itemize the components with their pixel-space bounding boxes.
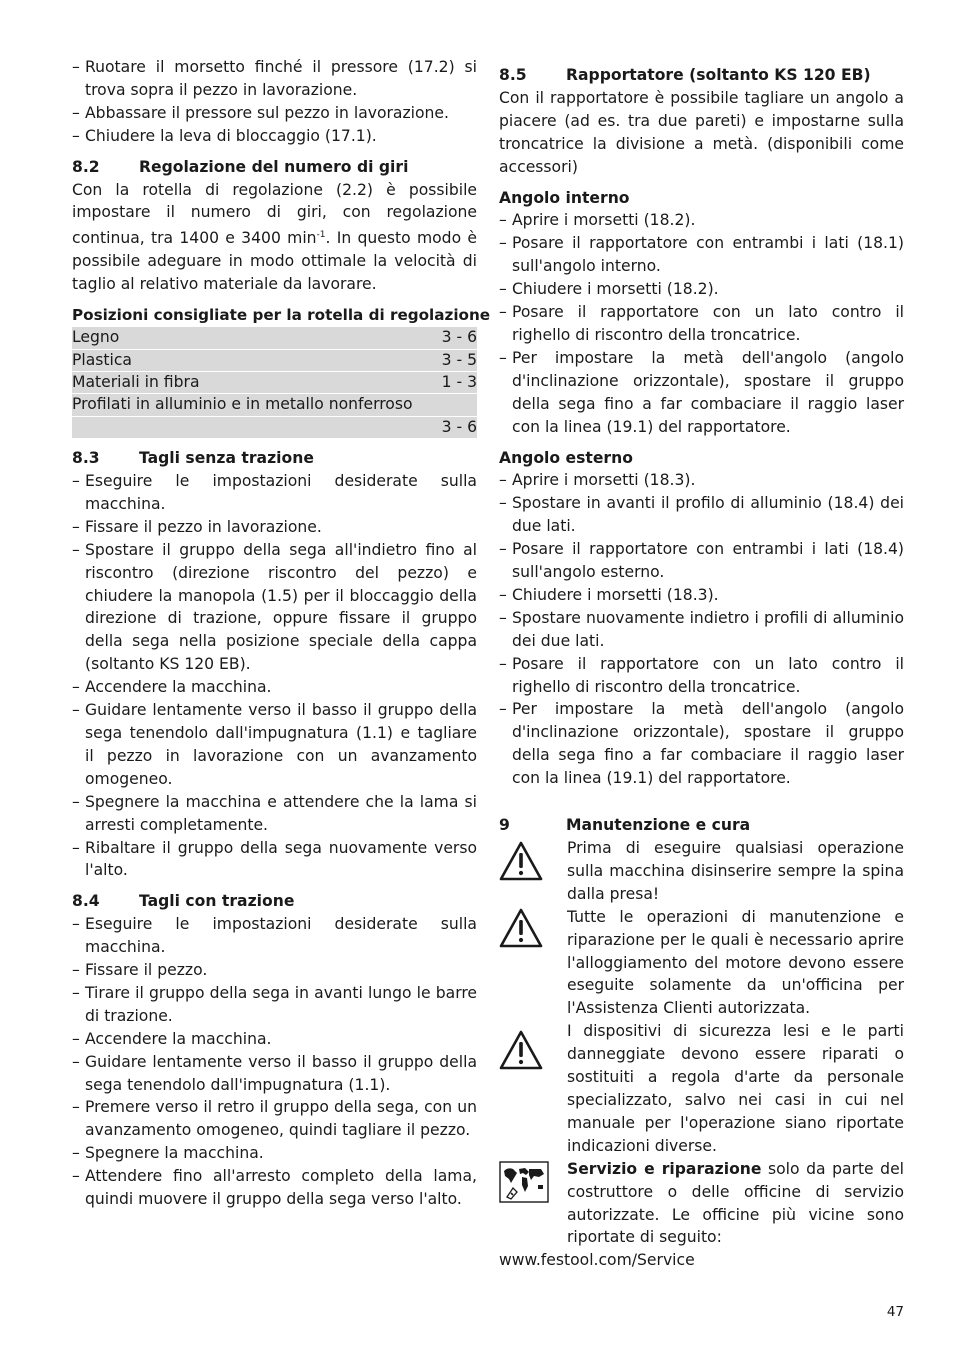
list-item: – Aprire i morsetti (18.3). [499, 469, 904, 492]
section-title: Tagli con trazione [139, 892, 295, 911]
inner-angle-heading: Angolo interno [499, 188, 630, 207]
row-value: 3 - 6 [441, 417, 477, 436]
table-row-label [72, 394, 477, 416]
inner-angle-list [499, 209, 904, 438]
section-heading-8-3 [72, 447, 477, 470]
service-note [499, 1158, 904, 1250]
list-item: – Eseguire le impostazioni desiderate sulla macchina. [72, 913, 477, 959]
table-row [72, 372, 477, 394]
list-item: – Posare il rapportatore con entrambi i lati (18.4) sull'angolo esterno. [499, 538, 904, 584]
speed-text-a: Con la rotella di regolazione (2.2) è possibile impostare il numero di giri, con regolazione continua, tra 1400 e 3400 min [72, 180, 477, 248]
warning-text: Prima di eseguire qualsiasi operazione sulla macchina disinserire sempre la spina dalla presa! [567, 839, 904, 903]
section-number: 8.2 [72, 157, 100, 176]
warning-note-3 [499, 1020, 904, 1157]
section-heading-8-4 [72, 890, 477, 913]
list-item: – Spegnere la macchina. [72, 1142, 477, 1165]
section-number: 8.4 [72, 892, 100, 911]
page-number: 47 [886, 1304, 904, 1320]
list-item: – Per impostare la metà dell'angolo (angolo d'inclinazione orizzontale), spostare il gruppo della sega fino a far combaciare il raggio laser con la linea (19.1) del rapportatore. [499, 698, 904, 790]
steps-list-8-3 [72, 470, 477, 882]
list-item: – Spostare in avanti il profilo di alluminio (18.4) dei due lati. [499, 492, 904, 538]
list-item: – Ruotare il morsetto finché il pressore (17.2) si trova sopra il pezzo in lavorazione. [72, 56, 477, 102]
steps-list-8-4 [72, 913, 477, 1211]
warning-note-2 [499, 906, 904, 1021]
outer-angle-list [499, 469, 904, 790]
list-item: – Aprire i morsetti (18.2). [499, 209, 904, 232]
list-item: – Fissare il pezzo in lavorazione. [72, 516, 477, 539]
list-item: – Posare il rapportatore con entrambi i lati (18.1) sull'angolo interno. [499, 232, 904, 278]
row-label: Profilati in alluminio e in metallo nonferroso [72, 395, 413, 414]
service-title: Servizio e riparazione [567, 1159, 762, 1178]
section-number: 8.3 [72, 449, 100, 468]
list-item: – Chiudere la leva di bloccaggio (17.1). [72, 125, 477, 148]
list-item: – Abbassare il pressore sul pezzo in lavorazione. [72, 102, 477, 125]
list-item: – Eseguire le impostazioni desiderate sulla macchina. [72, 470, 477, 516]
row-value: 3 - 5 [441, 350, 477, 369]
protractor-intro: Con il rapportatore è possibile tagliare un angolo a piacere (ad es. tra due pareti) e impostarne sulla troncatrice la divisione a metà. (disponibili come accessori) [499, 88, 904, 176]
world-map-service-icon [499, 1161, 549, 1203]
section-number: 8.5 [499, 66, 527, 84]
spacer [499, 790, 904, 806]
warning-text: Tutte le operazioni di manutenzione e riparazione per le quali è necessario aprire l'alloggiamento del motore devono essere eseguite solamente da un'officina per l'Assistenza Clienti autorizzata. [567, 907, 904, 1018]
list-item: – Fissare il pezzo. [72, 959, 477, 982]
table-row-value [72, 417, 477, 439]
table-title: Posizioni consigliate per la rotella di regolazione [72, 306, 491, 325]
section-title: Manutenzione e cura [566, 816, 751, 835]
outer-angle-heading: Angolo esterno [499, 448, 633, 467]
list-item: – Chiudere i morsetti (18.2). [499, 278, 904, 301]
row-value: 3 - 6 [441, 328, 477, 347]
section-title: Regolazione del numero di giri [139, 157, 409, 176]
list-item: – Chiudere i morsetti (18.3). [499, 584, 904, 607]
right-column [499, 56, 904, 1272]
service-text: solo da parte del costruttore o delle officine di servizio autorizzate. Le officine più vicine sono riportate di seguito: [567, 1159, 905, 1247]
list-item: – Attendere fino all'arresto completo della lama, quindi muovere il gruppo della sega verso l'alto. [72, 1165, 477, 1211]
list-item: – Spostare nuovamente indietro i profili di alluminio dei due lati. [499, 607, 904, 653]
list-item: – Tirare il gruppo della sega in avanti lungo le barre di trazione. [72, 982, 477, 1028]
row-label: Legno [72, 328, 120, 347]
list-item: – Accendere la macchina. [72, 1028, 477, 1051]
speed-text-b: . In questo modo è possibile adeguare in modo ottimale la velocità di taglio al relativo materiale da lavorare. [72, 229, 477, 294]
list-item: – Ribaltare il gruppo della sega nuovamente verso l'alto. [72, 837, 477, 883]
list-item: – Guidare lentamente verso il basso il gruppo della sega tenendolo dall'impugnatura (1.1) e tagliare il pezzo in lavorazione con un avanzamento omogeneo. [72, 699, 477, 791]
list-item: – Posare il rapportatore con un lato contro il righello di riscontro della troncatrice. [499, 653, 904, 699]
list-item: – Spegnere la macchina e attendere che la lama si arresti completamente. [72, 791, 477, 837]
left-column [72, 56, 491, 1211]
warning-text: I dispositivi di sicurezza lesi e le parti danneggiate devono essere riparati o sostituiti a regola d'arte da personale specializzato, salvo nei casi in cui nel manuale per l'operazione siano riportate indicazioni diverse. [567, 1022, 904, 1155]
speed-exponent: -1 [316, 230, 326, 241]
speed-paragraph [72, 179, 477, 297]
list-item: – Premere verso il retro il gruppo della sega, con un avanzamento omogeneo, quindi tagliare il pezzo. [72, 1096, 477, 1142]
warning-triangle-icon [499, 841, 543, 881]
row-label: Plastica [72, 350, 132, 369]
list-item: – Per impostare la metà dell'angolo (angolo d'inclinazione orizzontale), spostare il gruppo della sega fino a far combaciare il raggio laser con la linea (19.1) del rapportatore. [499, 347, 904, 439]
warning-triangle-icon [499, 1030, 543, 1070]
speed-table [72, 327, 477, 439]
row-value: 1 - 3 [441, 372, 477, 391]
section-number: 9 [499, 816, 510, 835]
table-row [72, 350, 477, 372]
section-heading-9 [499, 814, 904, 837]
section-heading-8-5 [499, 64, 904, 87]
row-label: Materiali in fibra [72, 372, 200, 391]
list-item: – Posare il rapportatore con un lato contro il righello di riscontro della troncatrice. [499, 301, 904, 347]
service-url[interactable]: www.festool.com/Service [499, 1251, 695, 1270]
table-row [72, 327, 477, 349]
list-item: – Accendere la macchina. [72, 676, 477, 699]
section-heading-8-2 [72, 156, 477, 179]
warning-triangle-icon [499, 908, 543, 948]
list-item: – Spostare il gruppo della sega all'indietro fino al riscontro (direzione riscontro del pezzo) e chiudere la manopola (1.5) per il bloccaggio della direzione di trazione, oppure fissare il gruppo della sega nella posizione speciale della cappa (soltanto KS 120 EB). [72, 539, 477, 676]
list-item: – Guidare lentamente verso il basso il gruppo della sega tenendolo dall'impugnatura (1.1). [72, 1051, 477, 1097]
section-title: Tagli senza trazione [139, 449, 314, 468]
warning-note-1 [499, 837, 904, 906]
intro-list [72, 56, 477, 148]
section-title: Rapportatore (soltanto KS 120 EB) [566, 66, 871, 84]
